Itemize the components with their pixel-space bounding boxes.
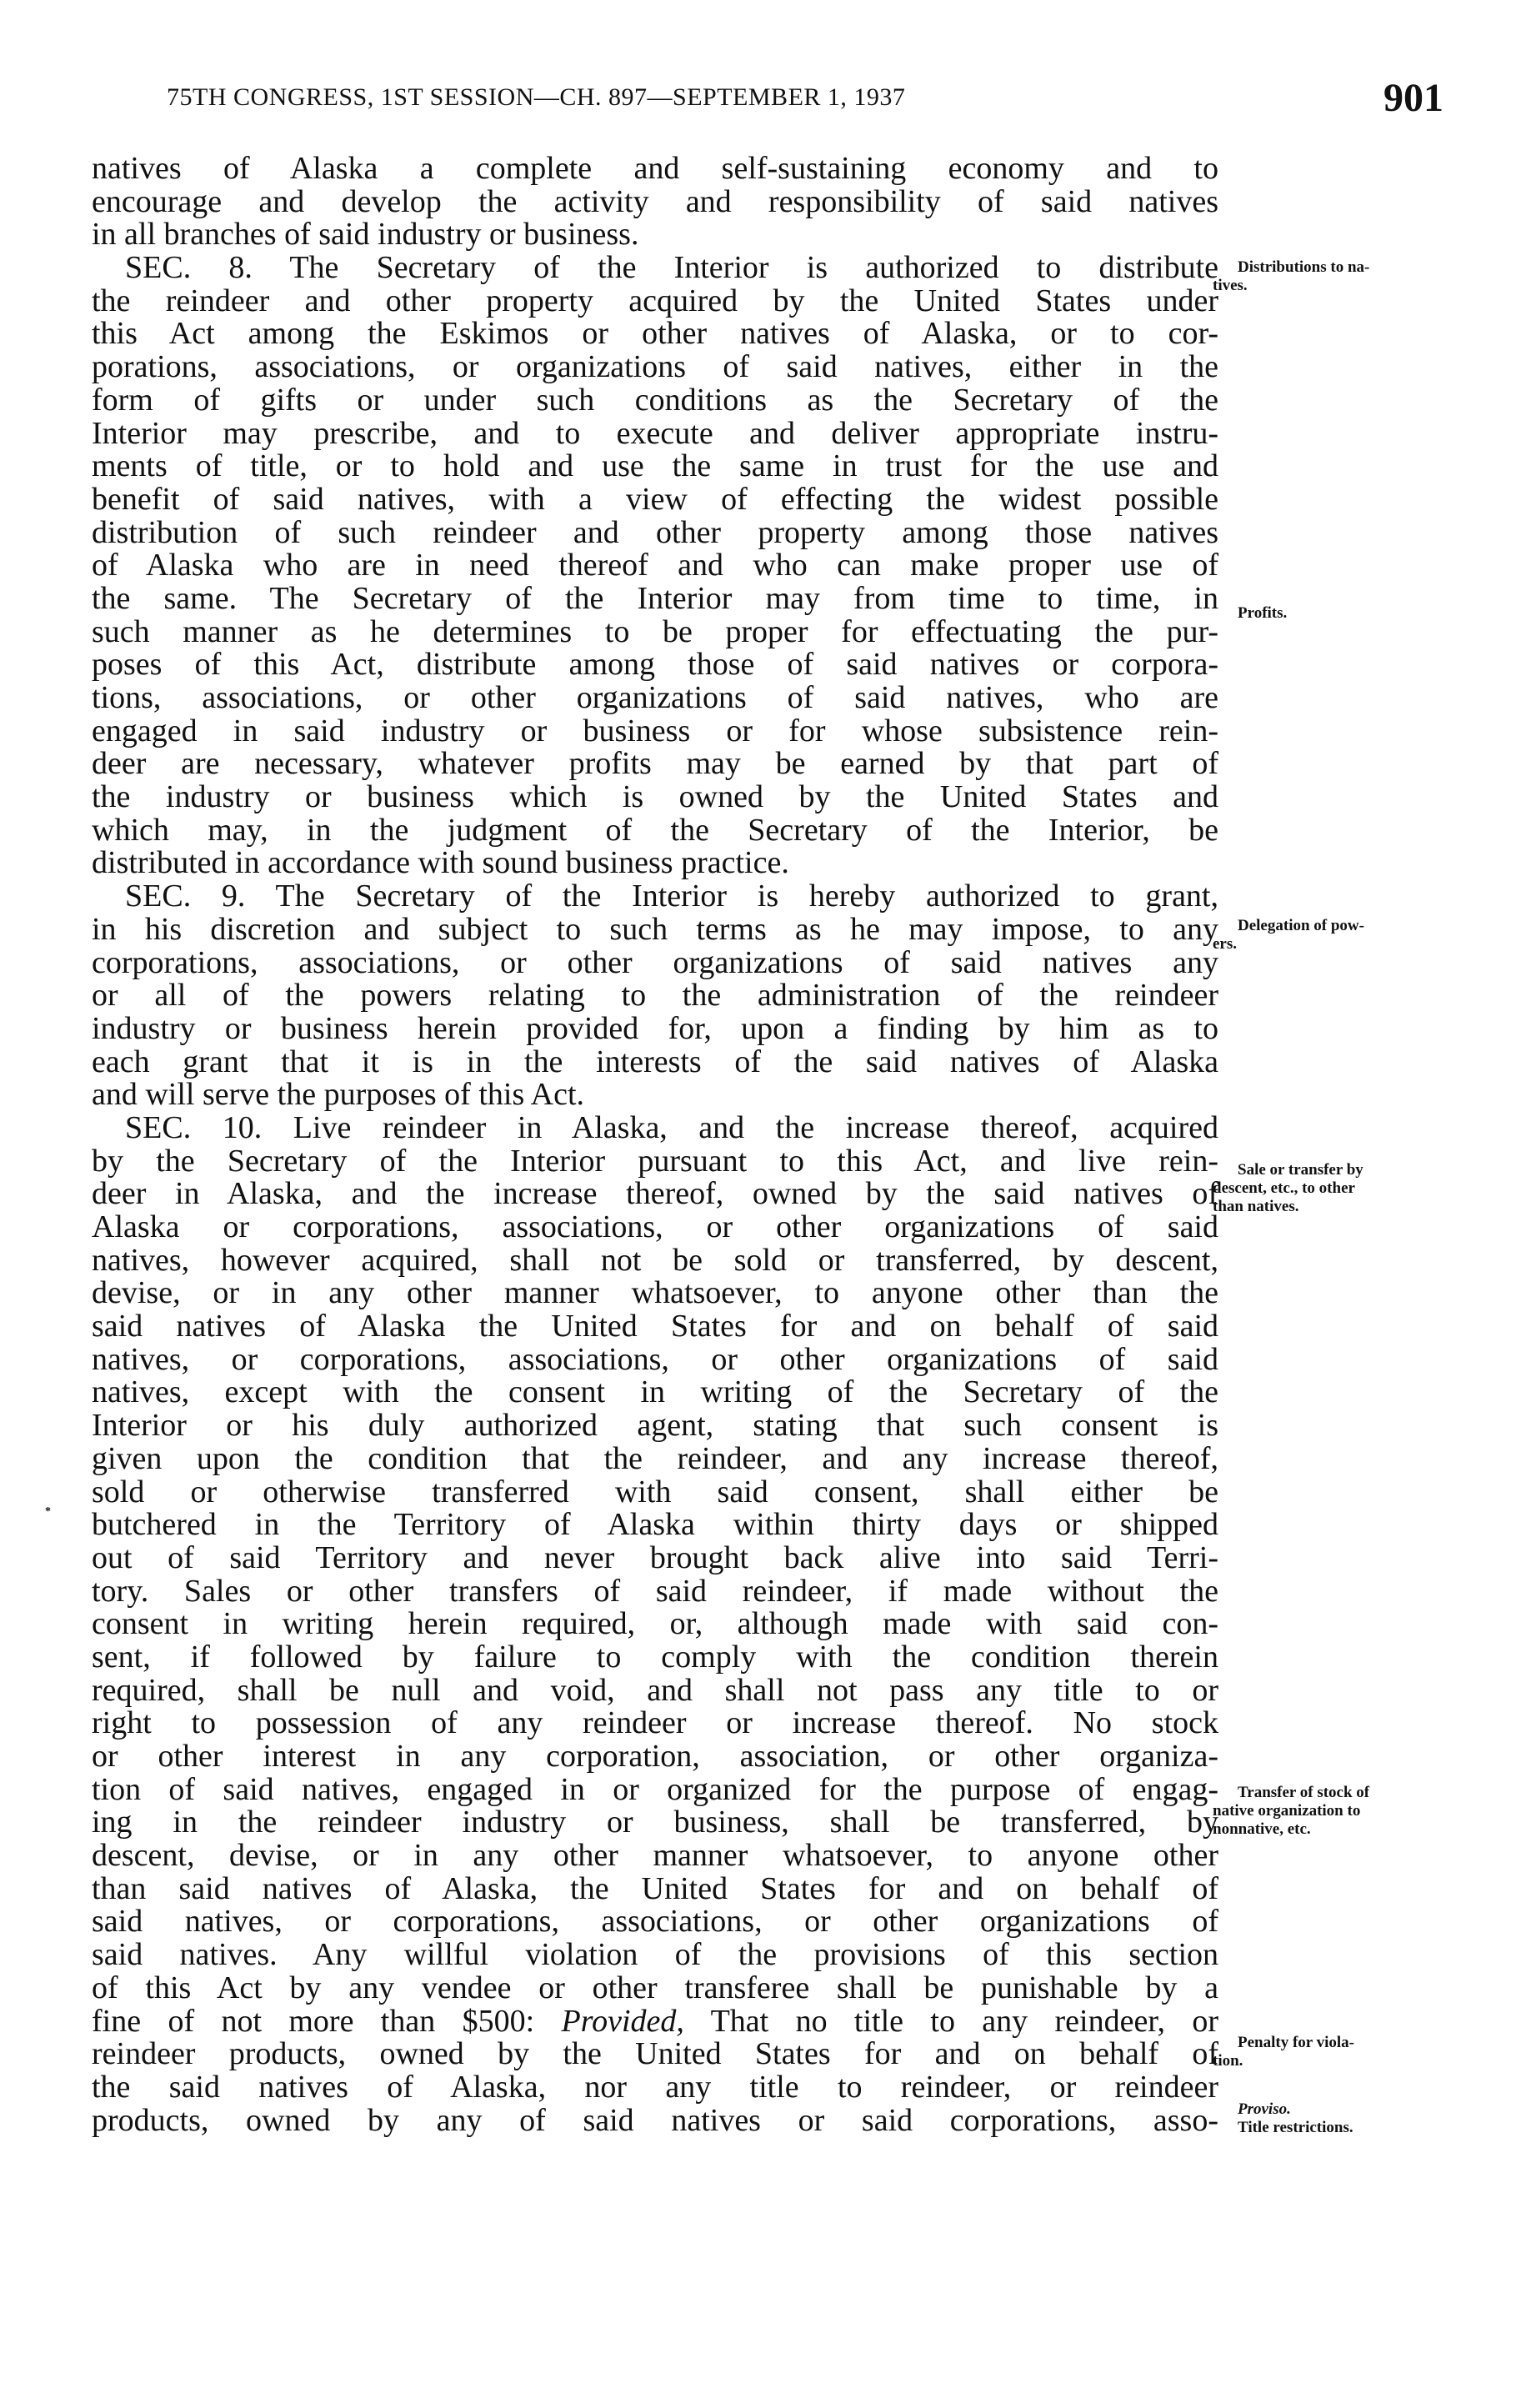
proviso-rest: That no title to any reindeer, or bbox=[683, 2003, 1218, 2039]
body-line: required, shall be null and void, and shall not pass any title to or bbox=[92, 1672, 1218, 1708]
body-line: natives, except with the consent in writing of the Secretary of the bbox=[92, 1374, 1218, 1410]
body-line: in his discretion and subject to such terms as he may impose, to any bbox=[92, 911, 1218, 947]
body-line: products, owned by any of said natives or said corporations, asso- bbox=[92, 2102, 1218, 2138]
section-9-first-line: SEC. 9. The Secretary of the Interior is hereby authorized to grant, bbox=[125, 879, 1218, 914]
margin-note-sale-or-transfer bbox=[1213, 1161, 1488, 1216]
body-line: reindeer products, owned by the United States for and on behalf of bbox=[92, 2036, 1218, 2072]
margin-note-distributions bbox=[1213, 258, 1488, 295]
margin-note-profits bbox=[1213, 604, 1488, 623]
body-line: which may, in the judgment of the Secretary of the Interior, be bbox=[92, 812, 1218, 848]
margin-note-delegation bbox=[1213, 917, 1488, 954]
body-line: sent, if followed by failure to comply with the condition therein bbox=[92, 1639, 1218, 1675]
margin-note-penalty bbox=[1213, 2034, 1488, 2070]
body-line: consent in writing herein required, or, although made with said con- bbox=[92, 1606, 1218, 1642]
margin-note-line: Distributions to na- bbox=[1238, 258, 1370, 276]
margin-note-proviso bbox=[1213, 2100, 1488, 2137]
body-line: distributed in accordance with sound business practice. bbox=[92, 845, 789, 881]
body-line: industry or business herein provided for, upon a finding by him as to bbox=[92, 1010, 1218, 1046]
body-line: tions, associations, or other organizations of said natives, who are bbox=[92, 680, 1218, 715]
body-line: distribution of such reindeer and other property among those natives bbox=[92, 514, 1218, 550]
body-line: benefit of said natives, with a view of effecting the widest possible bbox=[92, 481, 1218, 517]
margin-note-transfer-of-stock bbox=[1213, 1784, 1488, 1839]
body-line: poses of this Act, distribute among those of said natives or corpora- bbox=[92, 647, 1218, 683]
body-line: ing in the reindeer industry or business, shall be transferred, by bbox=[92, 1805, 1218, 1840]
margin-note-line: Transfer of stock of bbox=[1238, 1784, 1370, 1801]
margin-note-line: Penalty for viola- bbox=[1238, 2034, 1355, 2051]
body-line: sold or otherwise transferred with said consent, shall either be bbox=[92, 1474, 1218, 1509]
body-line: this Act among the Eskimos or other natives of Alaska, or to cor- bbox=[92, 316, 1218, 352]
running-head: 75TH CONGRESS, 1ST SESSION—CH. 897—SEPTEMBER 1, 1937 bbox=[167, 83, 906, 111]
body-line: ments of title, or to hold and use the same in trust for the use and bbox=[92, 448, 1218, 484]
body-line: porations, associations, or organizations of said natives, either in the bbox=[92, 349, 1218, 385]
margin-note-line: Sale or transfer by bbox=[1238, 1161, 1363, 1179]
body-line: descent, devise, or in any other manner whatsoever, to anyone other bbox=[92, 1838, 1218, 1874]
margin-note-line: Proviso. bbox=[1238, 2100, 1291, 2118]
margin-note-line: native organization to bbox=[1213, 1802, 1361, 1820]
margin-note-line: than natives. bbox=[1213, 1198, 1299, 1215]
body-line: deer are necessary, whatever profits may be earned by that part of bbox=[92, 746, 1218, 782]
margin-note-line: ers. bbox=[1213, 935, 1238, 953]
stray-mark: * bbox=[45, 1505, 51, 1518]
body-line: tory. Sales or other transfers of said reindeer, if made without the bbox=[92, 1573, 1218, 1609]
body-line: tion of said natives, engaged in or organized for the purpose of engag- bbox=[92, 1771, 1218, 1807]
body-line: Interior or his duly authorized agent, stating that such consent is bbox=[92, 1408, 1218, 1444]
body-line: given upon the condition that the reindeer, and any increase thereof, bbox=[92, 1440, 1218, 1476]
body-line: by the Secretary of the Interior pursuant to this Act, and live rein- bbox=[92, 1143, 1218, 1179]
body-line: out of said Territory and never brought back alive into said Terri- bbox=[92, 1539, 1218, 1575]
body-line: engaged in said industry or business or for whose subsistence rein- bbox=[92, 713, 1218, 748]
body-line: deer in Alaska, and the increase thereof, owned by the said natives of bbox=[92, 1176, 1218, 1212]
body-line: right to possession of any reindeer or increase thereof. No stock bbox=[92, 1705, 1218, 1741]
body-line: in all branches of said industry or business. bbox=[92, 217, 639, 253]
body-line: butchered in the Territory of Alaska within thirty days or shipped bbox=[92, 1507, 1218, 1543]
body-line: such manner as he determines to be proper for effectuating the pur- bbox=[92, 613, 1218, 649]
margin-note-line: Delegation of pow- bbox=[1238, 917, 1364, 934]
body-line: or other interest in any corporation, association, or other organiza- bbox=[92, 1739, 1218, 1774]
body-line: and will serve the purposes of this Act. bbox=[92, 1077, 585, 1113]
section-10-first-line: SEC. 10. Live reindeer in Alaska, and the increase thereof, acquired bbox=[125, 1109, 1218, 1145]
margin-note-line: Profits. bbox=[1238, 604, 1288, 622]
margin-note-line: tion. bbox=[1213, 2052, 1243, 2070]
proviso-lead: fine of not more than $500: bbox=[92, 2003, 562, 2039]
body-line: the same. The Secretary of the Interior may from time to time, in bbox=[92, 580, 1218, 616]
margin-note-line: descent, etc., to other bbox=[1213, 1179, 1355, 1197]
body-line: the said natives of Alaska, nor any title to reindeer, or reindeer bbox=[92, 2069, 1218, 2105]
body-line: or all of the powers relating to the administration of the reindeer bbox=[92, 978, 1218, 1014]
body-line: Interior may prescribe, and to execute and deliver appropriate instru- bbox=[92, 415, 1218, 451]
proviso-line bbox=[92, 2005, 1218, 2039]
body-line: devise, or in any other manner whatsoever, to anyone other than the bbox=[92, 1275, 1218, 1311]
body-line: natives, or corporations, associations, or other organizations of said bbox=[92, 1341, 1218, 1377]
body-line: natives of Alaska a complete and self-sustaining economy and to bbox=[92, 151, 1218, 186]
body-line: form of gifts or under such conditions as the Secretary of the bbox=[92, 382, 1218, 418]
body-line: of this Act by any vendee or other transferee shall be punishable by a bbox=[92, 1970, 1218, 2005]
section-8-first-line: SEC. 8. The Secretary of the Interior is authorized to distribute bbox=[125, 250, 1218, 286]
body-line: said natives, or corporations, associations, or other organizations of bbox=[92, 1904, 1218, 1940]
margin-note-line: tives. bbox=[1213, 277, 1248, 294]
body-line: the industry or business which is owned by the United States and bbox=[92, 779, 1218, 815]
body-line: said natives. Any willful violation of the provisions of this section bbox=[92, 1937, 1218, 1973]
body-line: each grant that it is in the interests of the said natives of Alaska bbox=[92, 1044, 1218, 1079]
body-line: of Alaska who are in need thereof and who can make proper use of bbox=[92, 548, 1218, 583]
body-line: natives, however acquired, shall not be sold or transferred, by descent, bbox=[92, 1242, 1218, 1278]
body-text bbox=[92, 153, 1218, 2137]
page-number: 901 bbox=[1383, 76, 1443, 120]
margin-note-line: Title restrictions. bbox=[1238, 2119, 1353, 2136]
body-line: the reindeer and other property acquired by the United States under bbox=[92, 283, 1218, 318]
body-line: said natives of Alaska the United States for and on behalf of said bbox=[92, 1309, 1218, 1344]
body-line: Alaska or corporations, associations, or other organizations of said bbox=[92, 1209, 1218, 1244]
body-line: encourage and develop the activity and responsibility of said natives bbox=[92, 183, 1218, 219]
margin-note-line: nonnative, etc. bbox=[1213, 1820, 1311, 1838]
body-line: corporations, associations, or other organizations of said natives any bbox=[92, 944, 1218, 980]
body-line: than said natives of Alaska, the United States for and on behalf of bbox=[92, 1870, 1218, 1906]
proviso-word: Provided, bbox=[561, 2003, 684, 2039]
